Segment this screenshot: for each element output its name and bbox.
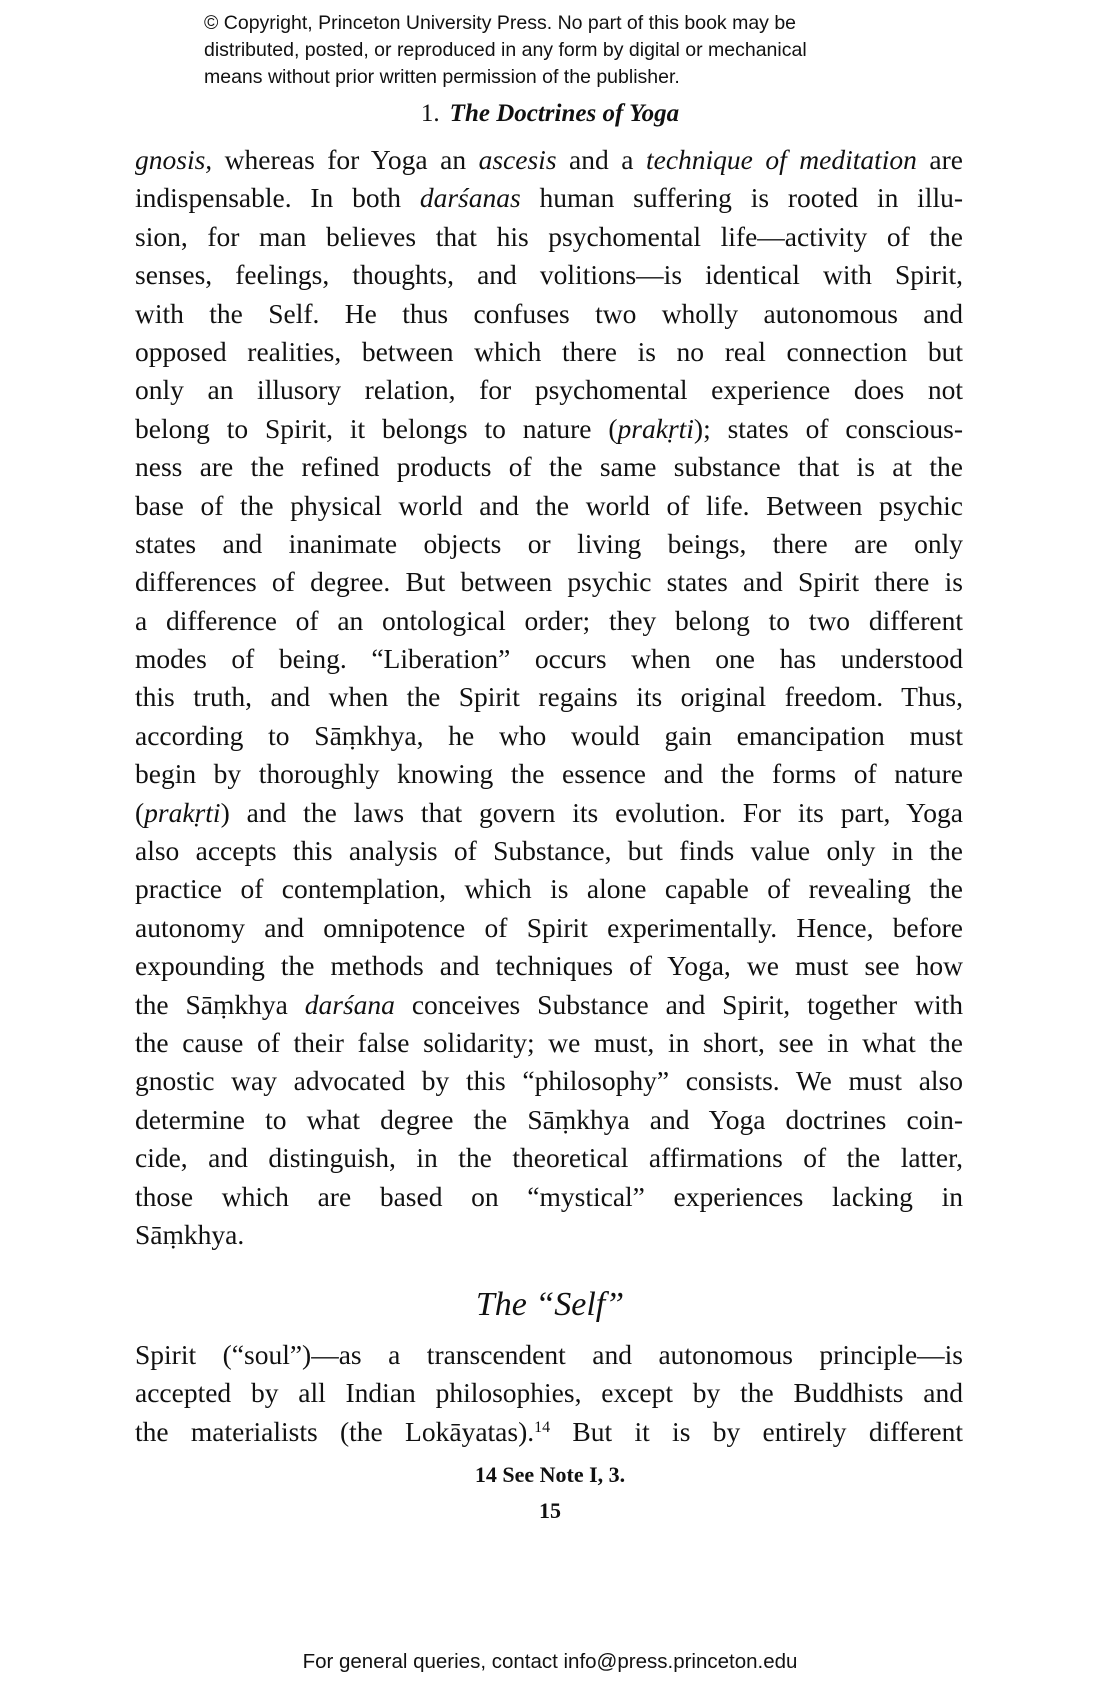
contact-footer: For general queries, contact info@press.princeton.edu [302,1650,798,1673]
text-line: begin by thoroughly knowing the essence and the forms of nature [135,758,963,790]
text-line: modes of being. “Liberation” occurs when one has understood [135,643,963,675]
text-line: sion, for man believes that his psychomental life—activity of the [135,220,963,252]
text-line: practice of contemplation, which is alone capable of revealing the [135,873,963,905]
text-line: determine to what degree the Sāṃkhya and Yoga doctrines coin- [135,1103,963,1135]
section-heading: The “Self” [475,1286,625,1323]
text-line: gnostic way advocated by this “philosophy” consists. We must also [135,1065,963,1097]
text-line: the Sāṃkhya darśana conceives Substance and Spirit, together with [135,988,963,1020]
paragraph-2 [135,1336,963,1451]
text-line: belong to Spirit, it belongs to nature (prakṛti); states of conscious- [135,412,963,444]
paragraph-1 [135,141,963,1254]
text-line: those which are based on “mystical” experiences lacking in [135,1180,963,1212]
footnote: 14 See Note I, 3. [474,1462,626,1487]
copyright-notice [204,10,964,91]
chapter-title: The Doctrines of Yoga [449,100,680,127]
text-line: senses, feelings, thoughts, and volitions—is identical with Spirit, [135,259,963,291]
text-line: according to Sāṃkhya, he who would gain emancipation must [135,719,963,751]
text-line: this truth, and when the Spirit regains its original freedom. Thus, [135,681,963,713]
text-line: also accepts this analysis of Substance, but finds value only in the [135,835,963,867]
text-line: opposed realities, between which there is no real connection but [135,335,963,367]
text-line: autonomy and omnipotence of Spirit experimentally. Hence, before [135,911,963,943]
copyright-line: means without prior written permission of the publisher. [204,66,680,88]
copyright-line: distributed, posted, or reproduced in any form by digital or mechanical [204,39,807,61]
copyright-line: © Copyright, Princeton University Press. No part of this book may be [204,12,797,34]
running-head [0,98,1100,130]
text-line: accepted by all Indian philosophies, except by the Buddhists and [135,1377,963,1409]
text-line: expounding the methods and techniques of Yoga, we must see how [135,950,963,982]
text-line: states and inanimate objects or living beings, there are only [135,527,963,559]
text-line: with the Self. He thus confuses two wholly autonomous and [135,297,963,329]
text-line: (prakṛti) and the laws that govern its evolution. For its part, Yoga [135,796,963,828]
text-line: the materialists (the Lokāyatas).$^{14}$ But it is by entirely different [135,1415,963,1447]
text-line: only an illusory relation, for psychomental experience does not [135,374,963,406]
text-line: indispensable. In both darśanas human suffering is rooted in illu- [135,182,963,214]
text-line: base of the physical world and the world of life. Between psychic [135,489,963,521]
chapter-number: 1. [420,100,440,127]
page-number: 15 [539,1498,561,1523]
text-line: ness are the refined products of the same substance that is at the [135,451,963,483]
text-line: cide, and distinguish, in the theoretical affirmations of the latter, [135,1142,963,1174]
footnote-marker: 14 [534,1418,551,1436]
text-line: gnosis, whereas for Yoga an ascesis and a technique of meditation are [135,144,963,175]
text-line: the cause of their false solidarity; we must, in short, see in what the [135,1026,963,1058]
text-line: Sāṃkhya. [135,1218,245,1250]
text-line: differences of degree. But between psychic states and Spirit there is [135,566,963,598]
text-line: Spirit (“soul”)—as a transcendent and autonomous principle—is [135,1339,963,1370]
text-line: a difference of an ontological order; they belong to two different [135,604,963,636]
